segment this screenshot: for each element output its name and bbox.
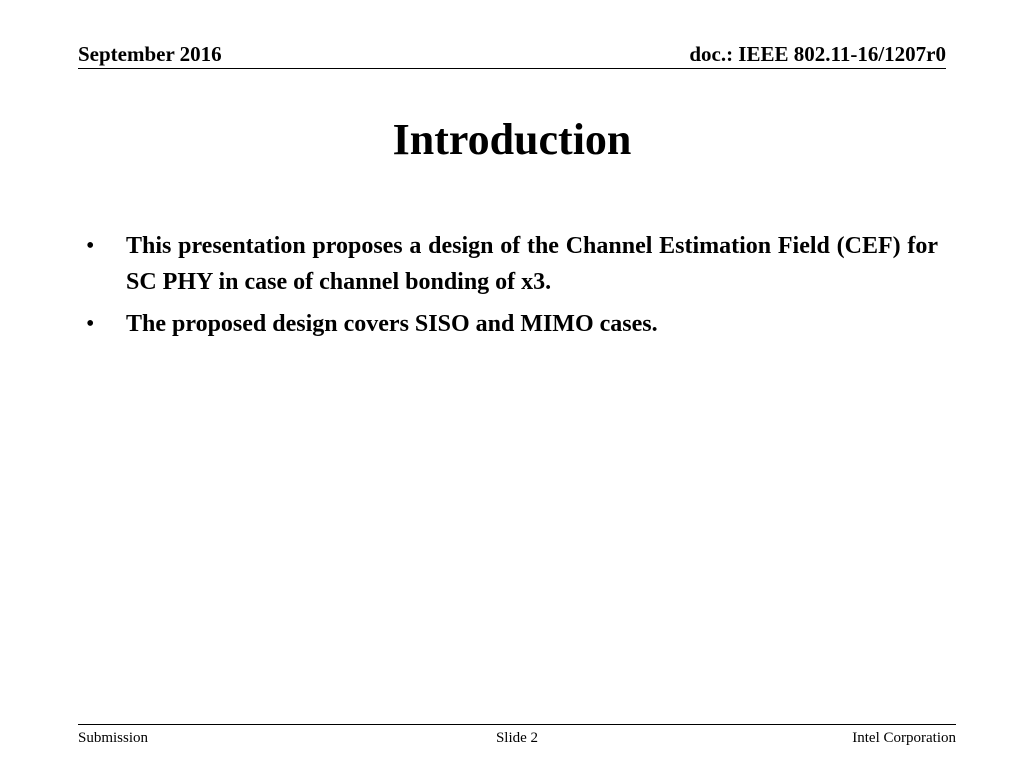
slide-title: Introduction xyxy=(392,115,632,164)
bullet-item xyxy=(82,306,938,342)
bullet-text: This presentation proposes a design of the Channel Estimation Field (CEF) for SC PHY in case of channel bonding of x3. xyxy=(126,233,938,295)
footer-slide-number: Slide 2 xyxy=(495,730,539,746)
slide-footer xyxy=(78,724,956,751)
footer-submission: Submission xyxy=(78,730,149,746)
header-doc-id: doc.: IEEE 802.11-16/1207r0 xyxy=(689,42,946,66)
slide-header xyxy=(78,40,946,69)
header-date: September 2016 xyxy=(78,42,222,66)
bullet-text: The proposed design covers SISO and MIMO cases. xyxy=(126,311,658,337)
bullet-marker: • xyxy=(86,311,95,337)
bullet-marker: • xyxy=(86,233,95,259)
footer-company: Intel Corporation xyxy=(852,730,956,746)
bullet-item xyxy=(82,228,938,300)
bullet-list xyxy=(82,228,938,348)
